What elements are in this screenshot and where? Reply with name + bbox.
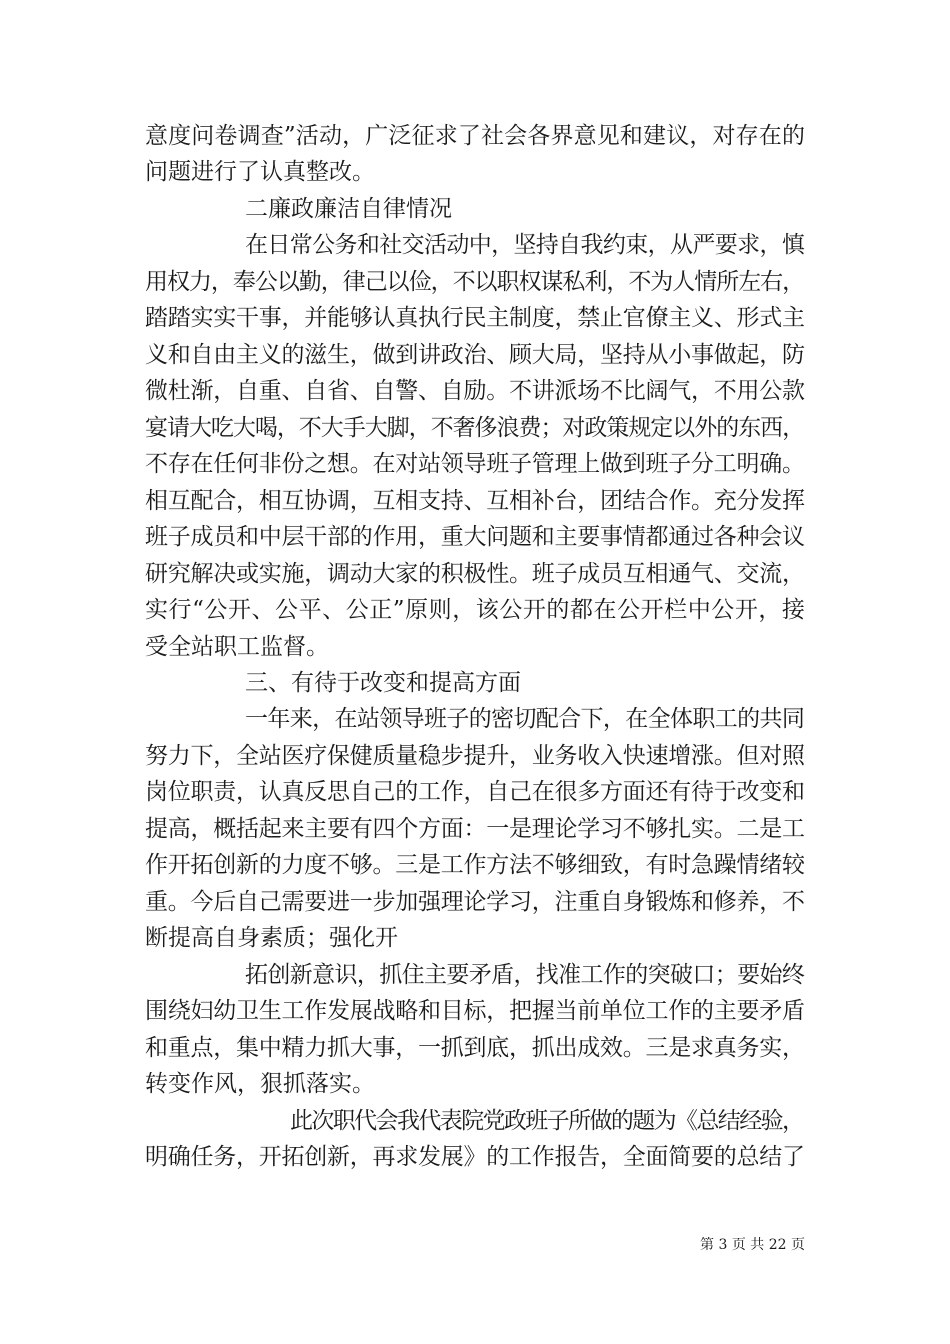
- text-line-content: 相互配合，相互协调，互相支持、互相补台，团结合作。充分发挥: [145, 488, 805, 514]
- text-line-content: 问题进行了认真整改。: [145, 159, 375, 185]
- text-line-content: 意度问卷调查”活动，广泛征求了社会各界意见和建议，对存在的: [145, 123, 806, 149]
- text-line-content: 断提高自身素质；强化开: [145, 925, 398, 951]
- text-line-content: 三、有待于改变和提高方面: [245, 670, 521, 696]
- text-line-content: 此次职代会我代表院党政班子所做的题为《总结经验，: [290, 1108, 804, 1134]
- text-line: [0, 335, 950, 375]
- text-line: [0, 1101, 950, 1141]
- text-line: [0, 955, 950, 995]
- page-footer: 第 3 页 共 22 页: [700, 1237, 805, 1253]
- text-line: [0, 298, 950, 338]
- text-line: [0, 554, 950, 594]
- text-line: [0, 225, 950, 265]
- text-line-content: 班子成员和中层干部的作用，重大问题和主要事情都通过各种会议: [145, 524, 805, 550]
- text-line-content: 明确任务，开拓创新，再求发展》的工作报告，全面简要的总结了: [145, 1144, 805, 1170]
- text-line: [0, 590, 950, 630]
- text-line-content: 踏踏实实干事，并能够认真执行民主制度，禁止官僚主义、形式主: [145, 305, 805, 331]
- text-line: [0, 189, 950, 229]
- text-line: [0, 1028, 950, 1068]
- text-line: [0, 408, 950, 448]
- text-line: [0, 371, 950, 411]
- text-line: [0, 517, 950, 557]
- text-line: [0, 882, 950, 922]
- text-line: [0, 918, 950, 958]
- text-line: [0, 991, 950, 1031]
- text-line: [0, 663, 950, 703]
- text-line: [0, 845, 950, 885]
- text-line: [0, 481, 950, 521]
- text-line-content: 义和自由主义的滋生，做到讲政治、顾大局，坚持从小事做起，防: [145, 342, 805, 368]
- text-line: [0, 1064, 950, 1104]
- text-line-content: 受全站职工监督。: [145, 634, 329, 660]
- text-line-content: 一年来，在站领导班子的密切配合下，在全体职工的共同: [245, 706, 805, 732]
- text-line-content: 作开拓创新的力度不够。三是工作方法不够细致，有时急躁情绪较: [145, 852, 805, 878]
- text-line-content: 实行“公开、公平、公正”原则，该公开的都在公开栏中公开，接: [145, 597, 806, 623]
- text-line: [0, 809, 950, 849]
- text-line: [0, 772, 950, 812]
- text-line-content: 用权力，奉公以勤，律己以俭，不以职权谋私利，不为人情所左右，: [145, 269, 805, 295]
- text-line-content: 不存在任何非份之想。在对站领导班子管理上做到班子分工明确。: [145, 451, 805, 477]
- text-line-content: 转变作风，狠抓落实。: [145, 1071, 375, 1097]
- text-line-content: 拓创新意识，抓住主要矛盾，找准工作的突破口；要始终: [245, 962, 805, 988]
- text-line-content: 微杜渐，自重、自省、自警、自励。不讲派场不比阔气，不用公款: [145, 378, 805, 404]
- text-line: [0, 152, 950, 192]
- text-line: [0, 262, 950, 302]
- text-line-content: 岗位职责，认真反思自己的工作，自己在很多方面还有待于改变和: [145, 779, 805, 805]
- text-line-content: 二廉政廉洁自律情况: [245, 196, 452, 222]
- text-line-content: 在日常公务和社交活动中，坚持自我约束，从严要求，慎: [245, 232, 805, 258]
- text-line-content: 围绕妇幼卫生工作发展战略和目标，把握当前单位工作的主要矛盾: [145, 998, 805, 1024]
- text-line: [0, 116, 950, 156]
- text-line-content: 和重点，集中精力抓大事，一抓到底，抓出成效。三是求真务实，: [145, 1035, 805, 1061]
- text-line-content: 努力下，全站医疗保健质量稳步提升，业务收入快速增涨。但对照: [145, 743, 805, 769]
- text-line-content: 提高，概括起来主要有四个方面：一是理论学习不够扎实。二是工: [145, 816, 805, 842]
- text-line: [0, 736, 950, 776]
- text-line-content: 研究解决或实施，调动大家的积极性。班子成员互相通气、交流，: [145, 561, 805, 587]
- text-line-content: 宴请大吃大喝，不大手大脚，不奢侈浪费；对政策规定以外的东西，: [145, 415, 805, 441]
- text-line-content: 重。今后自己需要进一步加强理论学习，注重自身锻炼和修养，不: [145, 889, 805, 915]
- text-line: [0, 1137, 950, 1177]
- text-line: [0, 444, 950, 484]
- text-line: [0, 699, 950, 739]
- text-line: [0, 627, 950, 667]
